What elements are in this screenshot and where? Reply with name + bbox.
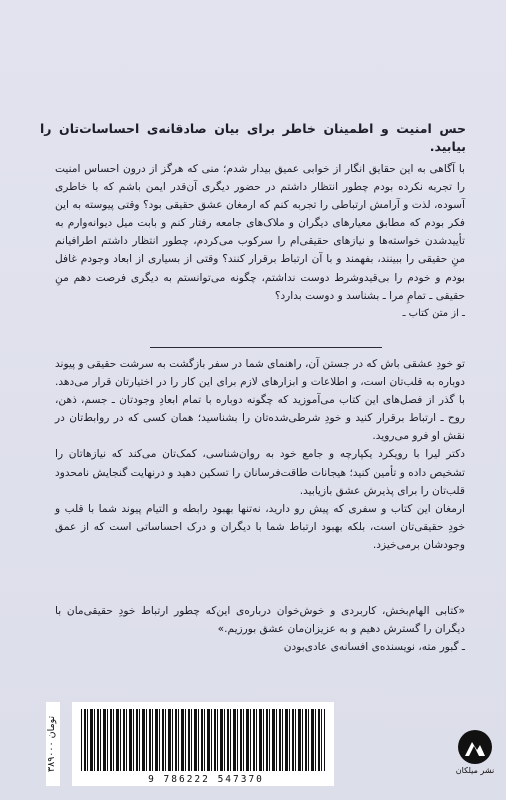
endorsement-block bbox=[55, 602, 465, 656]
endorsement-quote: «کتابی الهام‌بخش، کاربردی و خوش‌خوان درباره‌ی این‌که چطور ارتباط خودِ حقیقی‌مان با دیگران را گسترش دهیم و به عزیزان‌مان عشق بورزیم.» bbox=[55, 605, 465, 636]
endorsement-author: ـ گبور مته، نویسنده‌ی افسانه‌ی عادی‌بودن bbox=[283, 641, 465, 654]
barcode-area bbox=[6, 702, 404, 786]
price-label: ۳۸۹۰۰۰ تومان bbox=[46, 702, 60, 786]
description-paragraph-2: دکتر لیرا با رویکرد یکپارچه و جامع خود به روان‌شناسی، کمک‌تان می‌کند که نیازهاتان را تشخیص داده و تأمین کنید؛ هیجانات طاقت‌فرسانان را تسکین دهید و درنهایت گنجایش نامحدود قلب‌تان را برای پذیرش عشق بازیابید. bbox=[55, 448, 465, 497]
description-paragraph-1: تو خودِ عشقی باش که در جستن آن، راهنمای شما در سفر بازگشت به سرشت حقیقی و پیوند دوباره به قلب‌تان است، و اطلاعات و ابزارهای لازم برای این کار را در اختیارتان قرار می‌دهد. با گذر از فصل‌های این کتاب می‌آموزید که چگونه دوباره با تمام ابعادِ وجودتان ـ جسم، ذهن، روح ـ ارتباط برقرار کنید و خودِ شرطی‌شده‌تان را بشناسید؛ همان کسی که در روابط‌تان در نقش او فرو می‌روید. bbox=[55, 358, 465, 443]
publisher-logo-icon bbox=[458, 730, 492, 764]
cover-headline: حس امنیت و اطمینان خاطر برای بیان صادقانه‌ی احساسات‌تان را بیابید. bbox=[40, 121, 466, 154]
excerpt-source: ـ از متن کتاب ـ bbox=[402, 307, 465, 319]
section-divider bbox=[150, 347, 382, 348]
publisher-name: نشر میلکان bbox=[455, 766, 495, 775]
isbn-number: 9 786222 547370 bbox=[86, 774, 326, 785]
excerpt-block bbox=[55, 160, 465, 323]
excerpt-paragraph: با آگاهی به این حقایق انگار از خوابی عمیق بیدار شدم؛ منی که هرگز از درون احساس امنیت را تجربه نکرده بودم چطور انتظار داشتم در حضور دیگری آن‌قدر ایمن باشم که با خاطری آسوده، لذت و آرامش ارتباطی را تجربه کنم که ارمغان عشق حقیقی بود؟ وقتی پیوسته به این فکر بودم که مطابق معیارهای دیگران و ملاک‌های جامعه رفتار کنم و بابت میل دیوانه‌وارم به تأییدشدن خواسته‌ها و نیازهای حقیقی‌ام را سرکوب می‌کردم، چطور انتظار داشتم اطرافیانم منِ حقیقی را ببینند، بفهمند و با آن ارتباط برقرار کنند؟ وقتی از بسیاری از ابعاد وجودم غافل بودم و خودم را بی‌قیدوشرط دوست نداشتم، چگونه می‌توانستم به دیگری فرصت دهم منِ حقیقی ـ تمامِ مرا ـ بشناسد و دوست بدارد؟ bbox=[55, 163, 465, 302]
description-block bbox=[55, 355, 465, 554]
barcode-icon bbox=[78, 706, 328, 774]
description-paragraph-3: ارمغان این کتاب و سفری که پیش رو دارید، نه‌تنها بهبود رابطه و التیام پیوند شما با قلب و خودِ حقیقی‌تان است، بلکه بهبود ارتباط شما با دیگران و درک احساساتی است که از عمق وجودشان برمی‌خیزد. bbox=[55, 502, 465, 551]
